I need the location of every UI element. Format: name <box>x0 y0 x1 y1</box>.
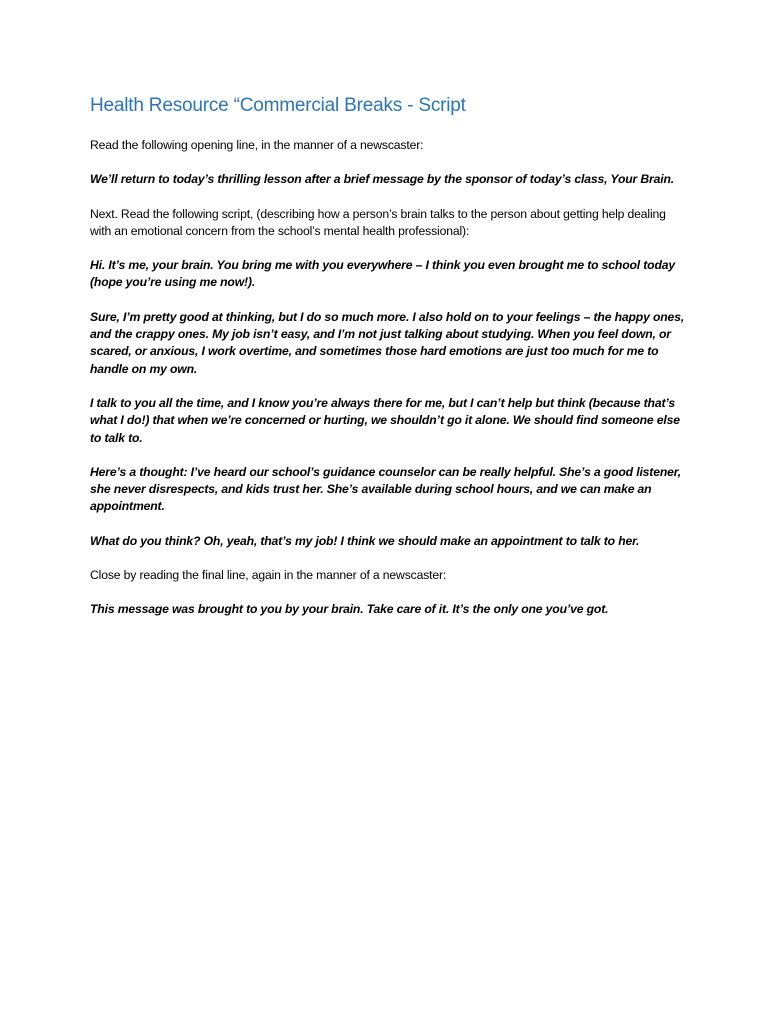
intro-instruction: Read the following opening line, in the manner of a newscaster: <box>90 138 424 152</box>
script-paragraph-5: What do you think? Oh, yeah, that’s my job! I think we should make an appointment to talk to her. <box>90 533 640 548</box>
next-instruction: Next. Read the following script, (describing how a person’s brain talks to the person about getting help dealing with an emotional concern from the school’s mental health professional): <box>90 206 666 238</box>
closing-line: This message was brought to you by your brain. Take care of it. It’s the only one you’ve got. <box>90 602 609 617</box>
script-paragraph-1: Hi. It’s me, your brain. You bring me with you everywhere – I think you even brought me to school today (hope you’re using me now!). <box>90 258 676 290</box>
script-paragraph-2: Sure, I’m pretty good at thinking, but I do so much more. I also hold on to your feelings – the happy ones, and the crappy ones. My job isn’t easy, and I’m not just talking about studying. When you feel down, or scared, or anxious, I work overtime, and sometimes those hard emotions are just too much for me to handle on my own. <box>90 309 685 376</box>
script-paragraph-4: Here’s a thought: I’ve heard our school’s guidance counselor can be really helpful. She’s a good listener, she never disrespects, and kids trust her. She’s available during school hours, and we can make an appointment. <box>90 464 681 514</box>
script-paragraph-3: I talk to you all the time, and I know you’re always there for me, but I can’t help but think (because that’s what I do!) that when we’re concerned or hurting, we shouldn’t go it alone. We should find someone else to talk to. <box>90 395 680 445</box>
document-title: Health Resource “Commercial Breaks - Script <box>90 95 466 116</box>
opening-line: We’ll return to today’s thrilling lesson after a brief message by the sponsor of today’s class, Your Brain. <box>90 172 675 187</box>
document-body <box>90 93 690 636</box>
closing-instruction: Close by reading the final line, again in the manner of a newscaster: <box>90 568 447 583</box>
